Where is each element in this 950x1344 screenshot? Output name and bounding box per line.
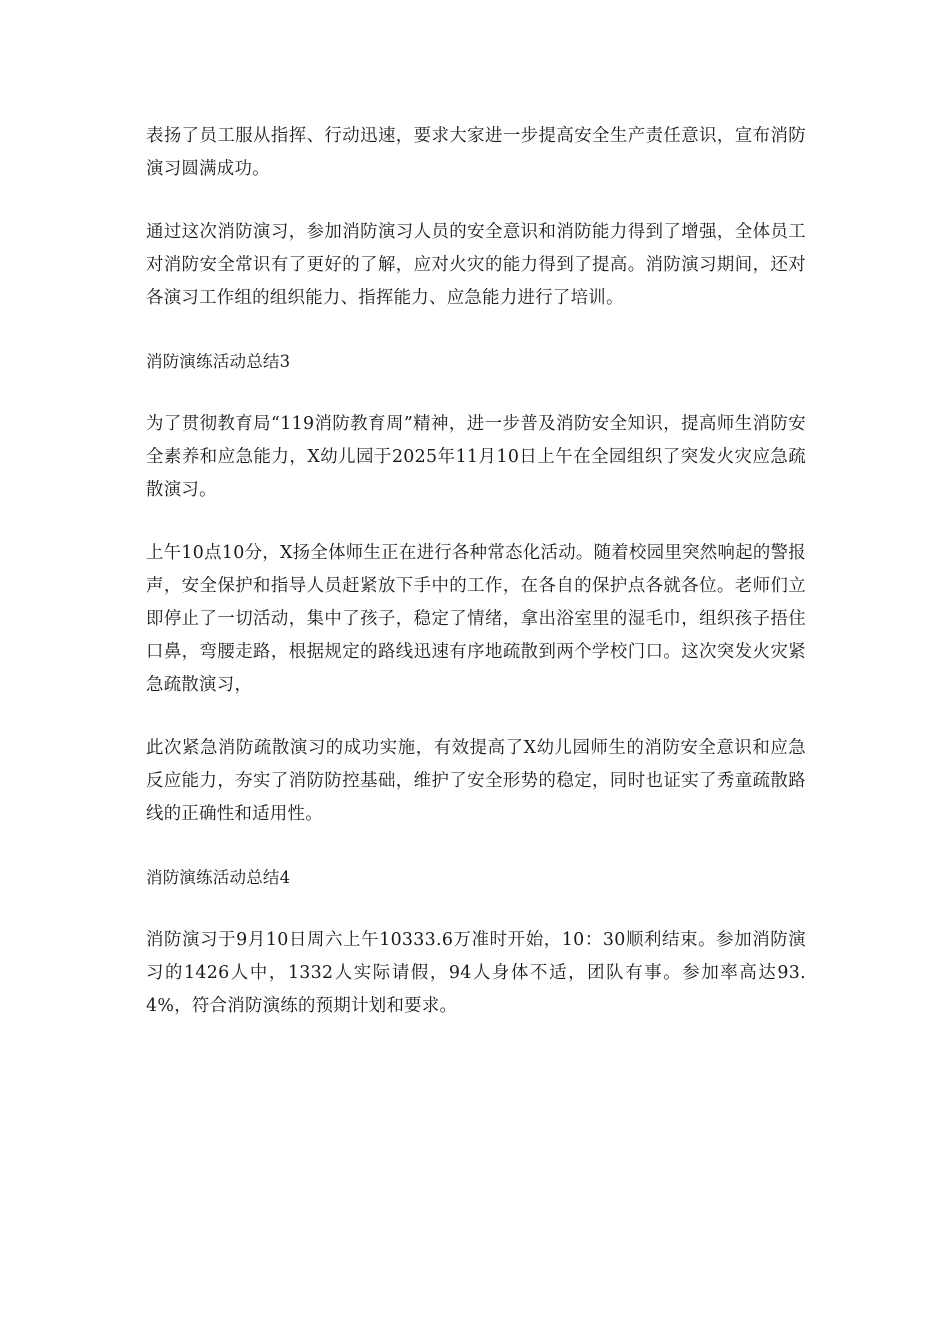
paragraph: 表扬了员工服从指挥、行动迅速，要求大家进一步提高安全生产责任意识，宣布消防演习圆满成功。: [146, 126, 806, 179]
document-body: [146, 120, 806, 1053]
paragraph: 此次紧急消防疏散演习的成功实施，有效提高了X幼儿园师生的消防安全意识和应急反应能力，夯实了消防防控基础，维护了安全形势的稳定，同时也证实了秀童疏散路线的正确性和适用性。: [146, 738, 806, 824]
section-heading: 消防演练活动总结4: [146, 868, 291, 887]
paragraph: 为了贯彻教育局“119消防教育周”精神，进一步普及消防安全知识，提高师生消防安全素养和应急能力，X幼儿园于2025年11月10日上午在全园组织了突发火灾应急疏散演习。: [146, 414, 806, 500]
paragraph: 消防演习于9月10日周六上午10333.6万准时开始，10：30顺利结束。参加消防演习的1426人中，1332人实际请假，94人身体不适，团队有事。参加率高达93.4%，符合消防演练的预期计划和要求。: [146, 930, 806, 1016]
section-heading: 消防演练活动总结3: [146, 352, 291, 371]
paragraph: 上午10点10分，X扬全体师生正在进行各种常态化活动。随着校园里突然响起的警报声，安全保护和指导人员赶紧放下手中的工作，在各自的保护点各就各位。老师们立即停止了一切活动，集中了孩子，稳定了情绪，拿出浴室里的湿毛巾，组织孩子捂住口鼻，弯腰走路，根据规定的路线迅速有序地疏散到两个学校门口。这次突发火灾紧急疏散演习，: [146, 543, 806, 695]
paragraph: 通过这次消防演习，参加消防演习人员的安全意识和消防能力得到了增强，全体员工对消防安全常识有了更好的了解，应对火灾的能力得到了提高。消防演习期间，还对各演习工作组的组织能力、指挥能力、应急能力进行了培训。: [146, 222, 806, 308]
